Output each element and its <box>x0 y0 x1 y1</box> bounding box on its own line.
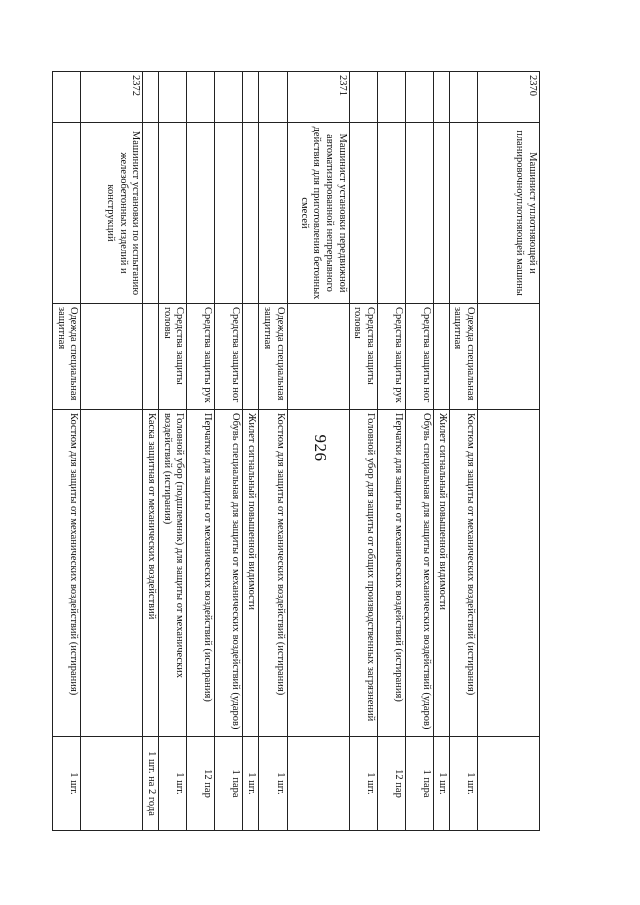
quantity-cell: 1 пара <box>405 737 433 831</box>
row-number-cell: 2370 <box>478 72 540 123</box>
table-row <box>81 72 143 831</box>
ppe-group-cell: Одежда специальная защитная <box>449 304 477 410</box>
rotated-table-container <box>55 71 540 831</box>
table-row <box>53 72 81 831</box>
profession-cell <box>53 123 81 304</box>
table-row <box>287 72 349 831</box>
table-row <box>349 72 377 831</box>
profession-cell <box>243 123 259 304</box>
table-row <box>449 72 477 831</box>
ppe-norms-table <box>52 71 540 831</box>
quantity-cell: 1 шт. <box>53 737 81 831</box>
quantity-cell <box>81 737 143 831</box>
ppe-item-cell: Костюм для защиты от механических воздействий (истирания) <box>449 410 477 737</box>
row-number-cell: 2372 <box>81 72 143 123</box>
ppe-group-cell <box>81 304 143 410</box>
ppe-group-cell <box>143 304 159 410</box>
row-number-cell <box>143 72 159 123</box>
quantity-cell <box>287 737 349 831</box>
ppe-group-cell: Средства защиты головы <box>349 304 377 410</box>
quantity-cell: 1 шт. <box>349 737 377 831</box>
ppe-group-cell <box>287 304 349 410</box>
document-sheet <box>55 71 540 831</box>
quantity-cell: 1 шт. на 2 года <box>143 737 159 831</box>
profession-cell <box>433 123 449 304</box>
profession-cell <box>405 123 433 304</box>
quantity-cell: 1 шт. <box>159 737 187 831</box>
quantity-cell: 12 пар <box>377 737 405 831</box>
ppe-group-cell: Средства защиты ног <box>405 304 433 410</box>
profession-cell <box>377 123 405 304</box>
quantity-cell <box>478 737 540 831</box>
page-number: 926 <box>311 434 330 462</box>
ppe-item-cell: Перчатки для защиты от механических воздействий (истирания) <box>187 410 215 737</box>
table-row <box>433 72 449 831</box>
ppe-group-cell: Средства защиты рук <box>187 304 215 410</box>
table-row <box>187 72 215 831</box>
ppe-item-cell: Головной убор (подшлемник) для защиты от механических воздействий (истирания) <box>159 410 187 737</box>
ppe-item-cell <box>478 410 540 737</box>
quantity-cell: 1 шт. <box>433 737 449 831</box>
quantity-cell: 1 шт. <box>259 737 287 831</box>
ppe-group-cell: Средства защиты рук <box>377 304 405 410</box>
row-number-cell <box>377 72 405 123</box>
quantity-cell: 1 шт. <box>243 737 259 831</box>
row-number-cell <box>433 72 449 123</box>
row-number-cell <box>259 72 287 123</box>
ppe-item-cell: Обувь специальная для защиты от механических воздействий (ударов) <box>405 410 433 737</box>
ppe-item-cell: Жилет сигнальный повышенной видимости <box>433 410 449 737</box>
profession-cell: Машинист установки по испытанию железобетонных изделий и конструкций <box>81 123 143 304</box>
row-number-cell <box>187 72 215 123</box>
profession-cell <box>449 123 477 304</box>
ppe-group-cell: Средства защиты ног <box>215 304 243 410</box>
ppe-item-cell: Обувь специальная для защиты от механических воздействий (ударов) <box>215 410 243 737</box>
ppe-group-cell <box>433 304 449 410</box>
table-row <box>478 72 540 831</box>
row-number-cell <box>349 72 377 123</box>
ppe-item-cell: Каска защитная от механических воздействий <box>143 410 159 737</box>
profession-cell <box>159 123 187 304</box>
profession-cell: Машинист уплотняющей и планировочноуплотняющей машины <box>478 123 540 304</box>
table-row <box>259 72 287 831</box>
table-row <box>159 72 187 831</box>
ppe-item-cell <box>81 410 143 737</box>
table-row <box>143 72 159 831</box>
profession-cell <box>215 123 243 304</box>
profession-cell <box>349 123 377 304</box>
ppe-group-cell: Средства защиты головы <box>159 304 187 410</box>
table-row <box>377 72 405 831</box>
ppe-item-cell: Костюм для защиты от механических воздействий (истирания) <box>259 410 287 737</box>
ppe-group-cell <box>478 304 540 410</box>
table-row <box>405 72 433 831</box>
ppe-group-cell <box>243 304 259 410</box>
table-row <box>243 72 259 831</box>
row-number-cell <box>449 72 477 123</box>
profession-cell <box>143 123 159 304</box>
row-number-cell <box>243 72 259 123</box>
ppe-item-cell: Перчатки для защиты от механических воздействий (истирания) <box>377 410 405 737</box>
profession-cell <box>259 123 287 304</box>
row-number-cell <box>215 72 243 123</box>
quantity-cell: 1 шт. <box>449 737 477 831</box>
row-number-cell: 2371 <box>287 72 349 123</box>
quantity-cell: 12 пар <box>187 737 215 831</box>
ppe-group-cell: Одежда специальная защитная <box>259 304 287 410</box>
ppe-item-cell: Головной убор для защиты от общих производственных загрязнений <box>349 410 377 737</box>
ppe-group-cell: Одежда специальная защитная <box>53 304 81 410</box>
ppe-item-cell: Жилет сигнальный повышенной видимости <box>243 410 259 737</box>
profession-cell <box>187 123 215 304</box>
row-number-cell <box>159 72 187 123</box>
quantity-cell: 1 пара <box>215 737 243 831</box>
table-row <box>215 72 243 831</box>
ppe-item-cell <box>287 410 349 737</box>
profession-cell: Машинист установки передвижной автоматизированной непрерывного действия для приготовления бетонных смесей <box>287 123 349 304</box>
row-number-cell <box>53 72 81 123</box>
row-number-cell <box>405 72 433 123</box>
ppe-item-cell: Костюм для защиты от механических воздействий (истирания) <box>53 410 81 737</box>
